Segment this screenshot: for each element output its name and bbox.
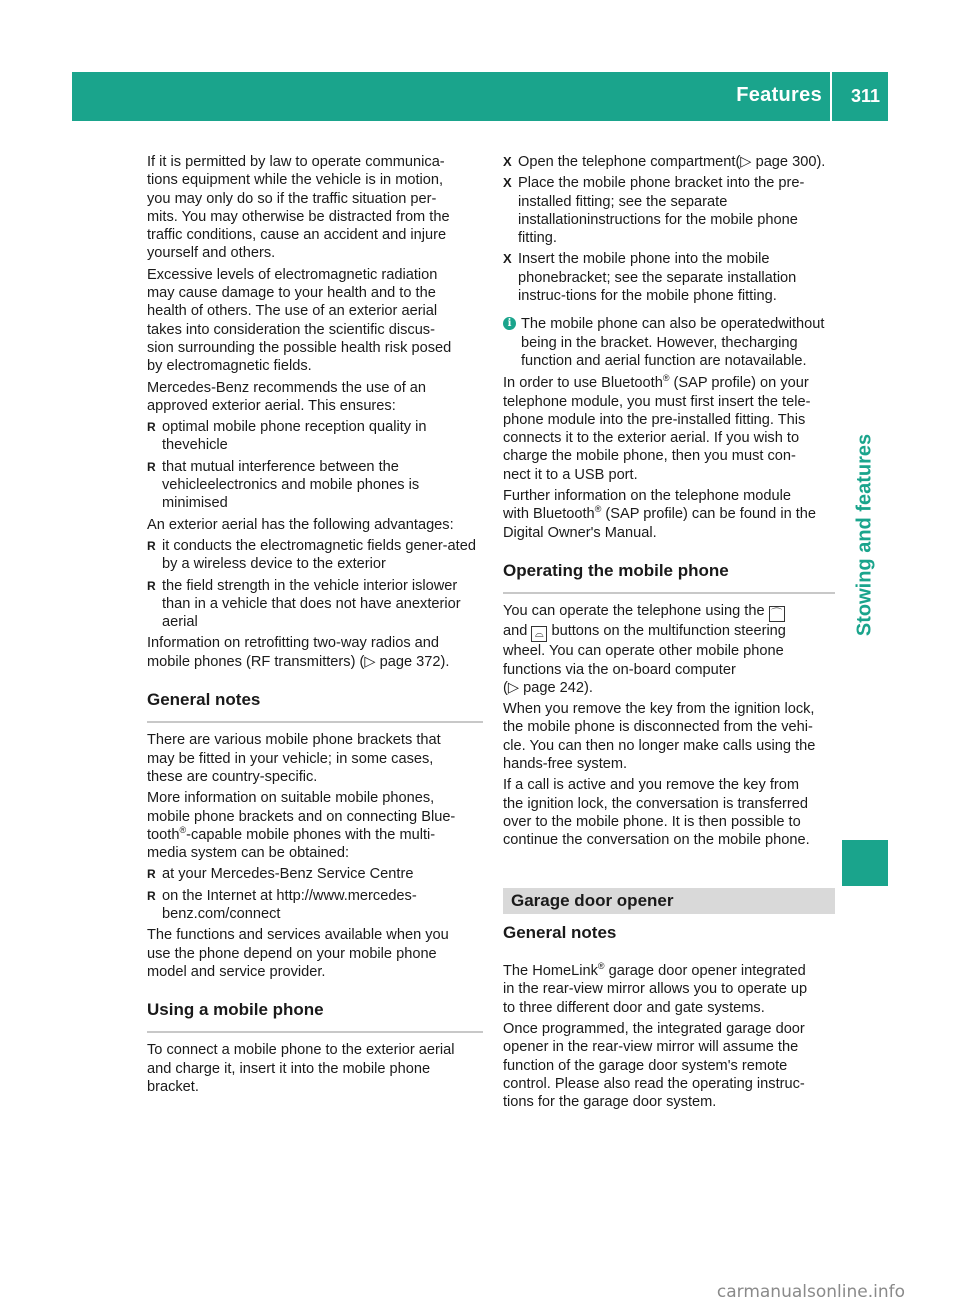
text-line: use the phone depend on your mobile phone: [147, 945, 437, 962]
text-line: health of others. The use of an exterior aerial: [147, 303, 438, 320]
text-line: If it is permitted by law to operate communica-: [147, 154, 445, 170]
text-line: functions via the on-board computer: [503, 661, 736, 678]
paragraph: [147, 731, 483, 786]
text-line: The mobile phone can also be operated: [521, 316, 779, 333]
text-line: control. Please also read the operating instruc-: [503, 1075, 805, 1092]
text-line: continue the conversation on the mobile phone.: [503, 832, 810, 849]
chapter-title: Features: [736, 84, 822, 106]
text-line: may cause damage to your health and to the: [147, 285, 436, 302]
paragraph: [503, 374, 835, 484]
text-line: the ignition lock, the conversation is transferred: [503, 795, 809, 812]
bullet-item: R that mutual interference between the vehicleelectronics and mobile phones is minimised: [147, 458, 483, 513]
phone-accept-icon: ⌒: [769, 606, 785, 622]
paragraph: [503, 700, 835, 773]
text-line: More information on suitable mobile phones,: [147, 790, 435, 807]
text-line: Further information on the telephone module: [503, 488, 791, 505]
text-line: yourself and others.: [147, 245, 276, 262]
text-line: traffic conditions, cause an accident and injure: [147, 227, 447, 244]
text-line: function of the garage door system's remote: [503, 1057, 788, 1074]
text-line: telephone module, you must first insert the tele-: [503, 393, 811, 410]
paragraph: [503, 776, 835, 849]
text-line: The HomeLink® garage door opener integrated: [503, 961, 806, 980]
bullet-item: R optimal mobile phone reception quality in thevehicle: [147, 418, 483, 455]
paragraph: [147, 516, 483, 534]
text-line: Once programmed, the integrated garage door: [503, 1020, 805, 1037]
text-line: tions equipment while the vehicle is in motion,: [147, 172, 444, 189]
paragraph: [503, 962, 835, 1017]
header-divider: [830, 72, 832, 121]
text-line: (▷ page 242).: [503, 679, 593, 696]
text-line: To connect a mobile phone to the exterior aerial: [147, 1042, 455, 1059]
right-column: [503, 153, 835, 1114]
section-heading-garage-door-opener: Garage door opener: [503, 888, 835, 914]
text-line: In order to use Bluetooth® (SAP profile) on your: [503, 373, 809, 392]
bullet-item: R it conducts the electromagnetic fields gener-ated by a wireless device to the exterior: [147, 537, 483, 574]
text-line: these are country-specific.: [147, 768, 318, 785]
side-tab-label: Stowing and features: [853, 433, 876, 637]
paragraph: [147, 926, 483, 981]
text-line: wheel. You can operate other mobile phone: [503, 643, 784, 660]
text-line: approved exterior aerial. This ensures:: [147, 397, 396, 414]
heading-general-notes: General notes: [147, 691, 483, 723]
text-line: nect it to a USB port.: [503, 466, 638, 483]
bullet-list: [147, 865, 483, 923]
text-line: When you remove the key from the ignition lock,: [503, 701, 815, 718]
text-line: phone module into the pre-installed fitting. This: [503, 411, 806, 428]
text-line: and ⌓ buttons on the multifunction steering: [503, 623, 786, 641]
text-line: may be fitted in your vehicle; in some cases,: [147, 750, 434, 767]
text-line: Mercedes-Benz recommends the use of an: [147, 379, 427, 396]
text-line: sion surrounding the possible health risk posed: [147, 339, 452, 356]
text-line: charge the mobile phone, then you must con-: [503, 448, 796, 465]
text-line: the mobile phone is disconnected from the vehi-: [503, 719, 813, 736]
text-line: If a call is active and you remove the key from: [503, 777, 800, 794]
text-line: tooth®-capable mobile phones with the multi-: [147, 824, 436, 843]
text-line: mits. You may otherwise be distracted from the: [147, 208, 450, 225]
heading-using-mobile-phone: Using a mobile phone: [147, 1001, 483, 1033]
step-list: [503, 153, 835, 305]
paragraph: [503, 487, 835, 542]
paragraph-link: [147, 634, 483, 671]
text-line: charging function and aerial function are not: [521, 334, 798, 369]
paragraph: [147, 789, 483, 862]
left-column: [147, 153, 483, 1099]
step-item: X Open the telephone compartment(▷ page 300).: [503, 153, 835, 171]
paragraph: [503, 1020, 835, 1111]
info-note: [503, 315, 835, 370]
text-line: to three different door and gate systems.: [503, 999, 765, 1016]
text-line: you may only do so if the traffic situation per-: [147, 190, 437, 207]
text-line: by electromagnetic fields.: [147, 358, 312, 375]
text-line: hands-free system.: [503, 756, 628, 773]
info-icon: i: [503, 317, 516, 330]
text-line: media system can be obtained:: [147, 845, 349, 862]
info-text: [521, 315, 835, 370]
bullet-item: R at your Mercedes-Benz Service Centre: [147, 865, 483, 883]
heading-operating-mobile-phone: Operating the mobile phone: [503, 562, 835, 594]
text-line: cle. You can then no longer make calls using the: [503, 737, 816, 754]
text-line: in the rear-view mirror allows you to operate up: [503, 981, 808, 998]
text-line: Information on retrofitting two-way radios and: [147, 635, 440, 652]
text-line: over to the mobile phone. It is then possible to: [503, 813, 801, 830]
paragraph: [147, 153, 483, 263]
text-line: You can operate the telephone using the ⌒: [503, 602, 835, 622]
heading-general-notes-garage: General notes: [503, 922, 617, 942]
text-line: The functions and services available when you: [147, 927, 449, 944]
text-line: mobile phones (RF transmitters) (▷ page 372).: [147, 653, 450, 670]
step-item: X Insert the mobile phone into the mobile phonebracket; see the separate installation instruc-tions for the mobile phone fitting.: [503, 250, 835, 305]
side-tab: [842, 245, 888, 830]
paragraph: [147, 1041, 483, 1096]
text-line: There are various mobile phone brackets that: [147, 732, 441, 749]
text-line: tions for the garage door system.: [503, 1094, 717, 1111]
page-number: 311: [850, 86, 880, 106]
bullet-list: [147, 418, 483, 512]
text-line: opener in the rear-view mirror will assume the: [503, 1039, 799, 1056]
text-line: connects it to the exterior aerial. If you wish to: [503, 430, 800, 447]
paragraph: [147, 379, 483, 416]
text-line: available.: [744, 352, 807, 369]
text-line: An exterior aerial has the following advantages:: [147, 516, 454, 533]
bullet-item: R on the Internet at http://www.mercedes-benz.com/connect: [147, 887, 483, 924]
bullet-list: [147, 537, 483, 631]
step-item: X Place the mobile phone bracket into the pre-installed fitting; see the separate installationinstructions for the mobile phone fitting.: [503, 174, 835, 247]
bullet-item: R the field strength in the vehicle interior islower than in a vehicle that does not have anexterior aerial: [147, 577, 483, 632]
text-line: Excessive levels of electromagnetic radiation: [147, 266, 438, 283]
text-line: with Bluetooth® (SAP profile) can be found in the: [503, 504, 817, 523]
paragraph: [503, 602, 835, 697]
text-line: bracket.: [147, 1079, 199, 1096]
text-line: and charge it, insert it into the mobile phone: [147, 1060, 431, 1077]
side-tab-marker: [842, 840, 888, 886]
text-line: without being in the bracket. However, the: [521, 316, 825, 351]
text-line: takes into consideration the scientific discus-: [147, 321, 435, 338]
text-line: model and service provider.: [147, 963, 326, 980]
text-line: mobile phone brackets and on connecting Blue-: [147, 808, 456, 825]
page-header: [72, 72, 888, 121]
paragraph: [147, 266, 483, 376]
watermark: carmanualsonline.info: [716, 1282, 905, 1302]
phone-end-icon: ⌓: [531, 626, 547, 642]
text-line: Digital Owner's Manual.: [503, 524, 657, 541]
